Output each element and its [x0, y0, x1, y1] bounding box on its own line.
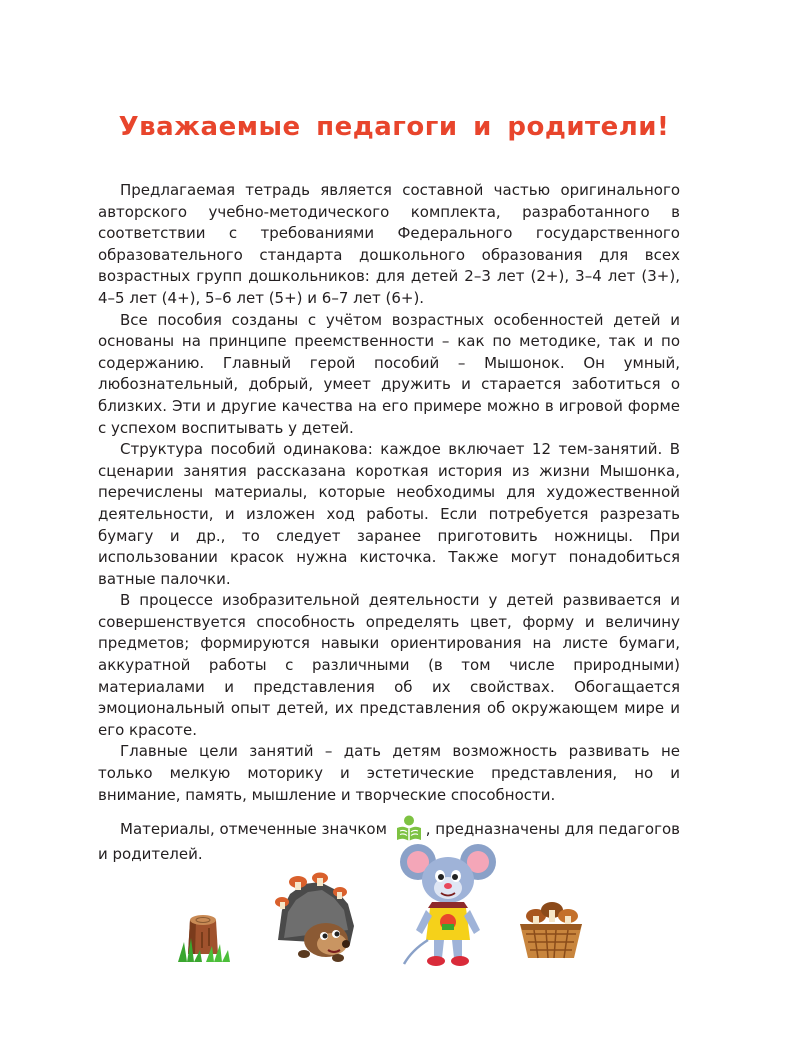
paragraph-2: Все пособия созданы с учётом возрастных особенностей детей и основаны на принципе преемственности – как по методике, так и по содержанию. Главный герой пособий – Мышонок. Он умный, любознательный, добрый, умеет дружить и старается заботиться о близких. Эти и другие качества на его примере можно в игровой форме с успехом воспитывать у детей.: [98, 310, 680, 437]
illustrations: [0, 830, 788, 980]
paragraph-4: В процессе изобразительной деятельности у детей развивается и совершенствуется способность определять цвет, форму и величину предметов; формируются навыки ориентирования на листе бумаги, аккуратной работы с различными (в том числе природными) материалами и представления об их свойствах. Обогащается эмоциональный опыт детей, их представления об окружающем мире и его красоте.: [98, 591, 680, 739]
mushroom-basket-icon: [516, 900, 586, 964]
paragraph-5: Главные цели занятий – дать детям возможность развивать не только мелкую моторику и эстетические представления, но и внимание, память, мышление и творческие способности.: [98, 742, 680, 804]
mouse-character-icon: [398, 840, 498, 968]
page-title: Уважаемые педагоги и родители!: [118, 112, 670, 142]
paragraph-3: Структура пособий одинакова: каждое включает 12 тем-занятий. В сценарии занятия рассказана короткая история из жизни Мышонка, перечислены материалы, которые необходимы для художественной деятельности, и изложен ход работы. Если потребуется разрезать бумагу и др., то следует заранее приготовить ножницы. При использовании красок нужна кисточка. Также могут понадобиться ватные палочки.: [98, 440, 680, 588]
hedgehog-icon: [268, 870, 362, 964]
intro-text: [98, 180, 680, 866]
materials-note-before: Материалы, отмеченные значком: [120, 820, 387, 839]
tree-stump-icon: [176, 910, 234, 964]
paragraph-1: Предлагаемая тетрадь является составной частью оригинального авторского учебно-методического комплекта, разработанного в соответствии с требованиями Федерального государственного образовательного стандарта дошкольного образования для всех возрастных групп дошкольников: для детей 2–3 лет (2+), 3–4 лет (3+), 4–5 лет (4+), 5–6 лет (5+) и 6–7 лет (6+).: [98, 181, 680, 307]
materials-note-after: , предназначены для педагогов и родителей.: [98, 820, 680, 864]
